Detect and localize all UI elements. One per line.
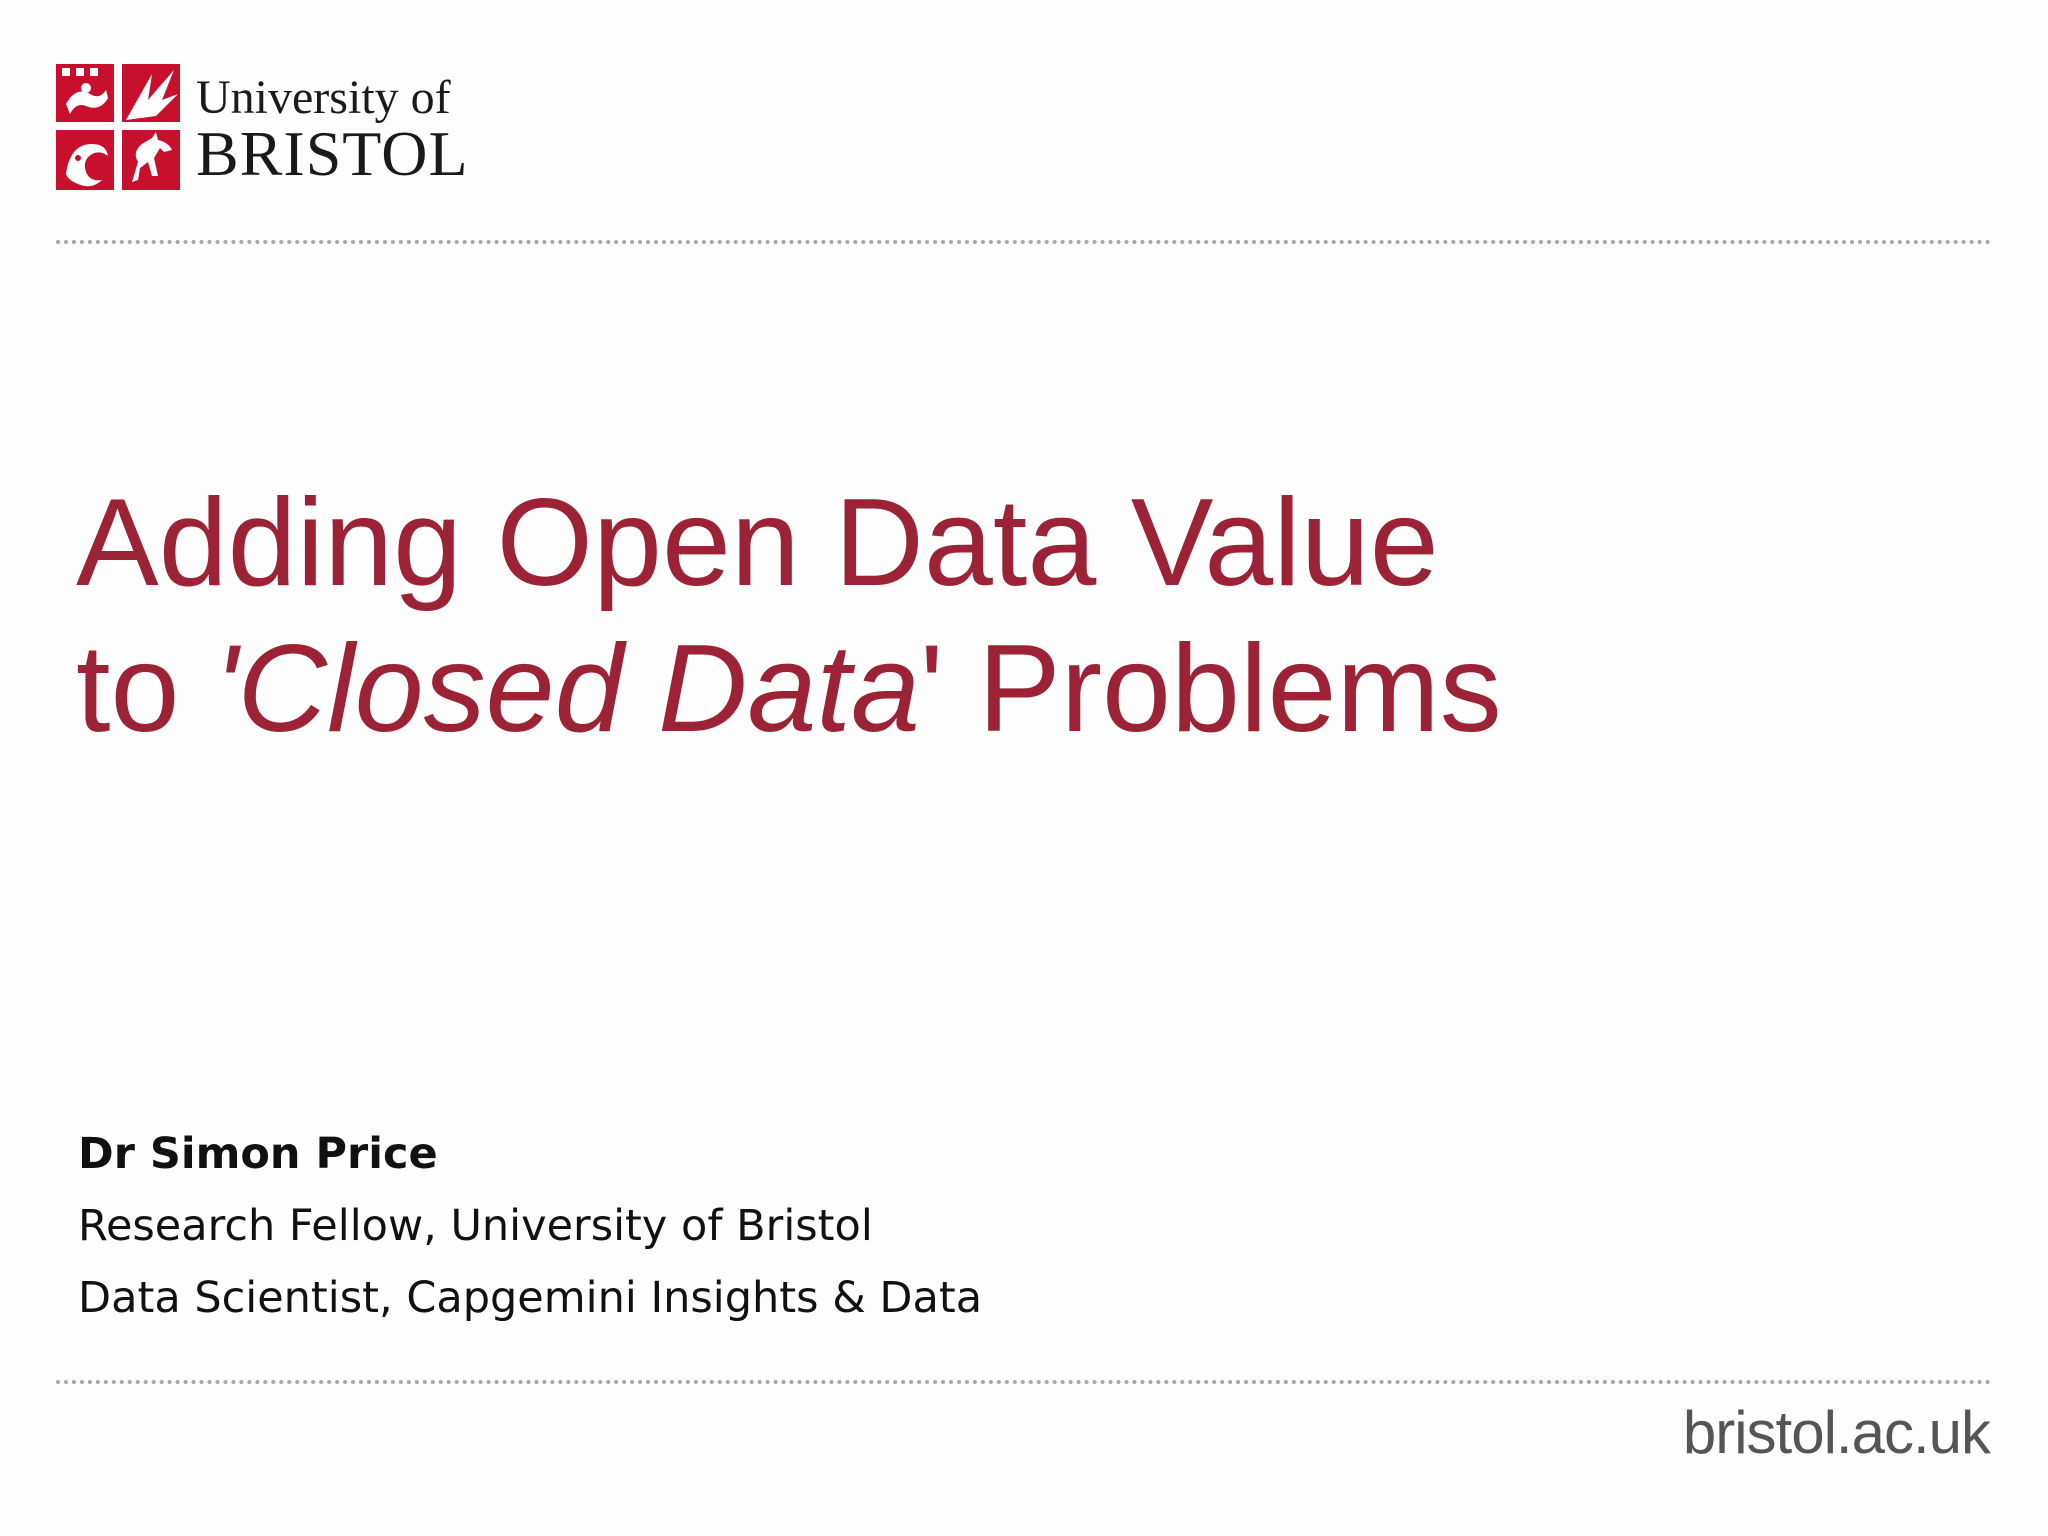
logo-line-bristol: BRISTOL (196, 118, 469, 189)
university-crest-icon (56, 64, 180, 190)
title-line-2-suffix: ' Problems (919, 620, 1502, 758)
logo-line-university: University of (196, 71, 451, 124)
bottom-dotted-divider (56, 1380, 1992, 1384)
slide-title (76, 470, 1502, 762)
presenter-name: Dr Simon Price (78, 1129, 438, 1179)
footer-url: bristol.ac.uk (1682, 1399, 1990, 1466)
top-dotted-divider (56, 240, 1992, 244)
title-line-2-italic: 'Closed Data (213, 620, 920, 758)
title-line-1: Adding Open Data Value (76, 474, 1439, 612)
title-line-2 (76, 616, 1502, 762)
title-line-2-prefix: to (76, 620, 214, 758)
presenter-role-1: Research Fellow, University of Bristol (78, 1201, 873, 1251)
university-logo (56, 64, 496, 192)
logo-wordmark (196, 71, 469, 189)
presenter-info (78, 1118, 982, 1334)
presenter-role-2: Data Scientist, Capgemini Insights & Data (78, 1273, 983, 1323)
